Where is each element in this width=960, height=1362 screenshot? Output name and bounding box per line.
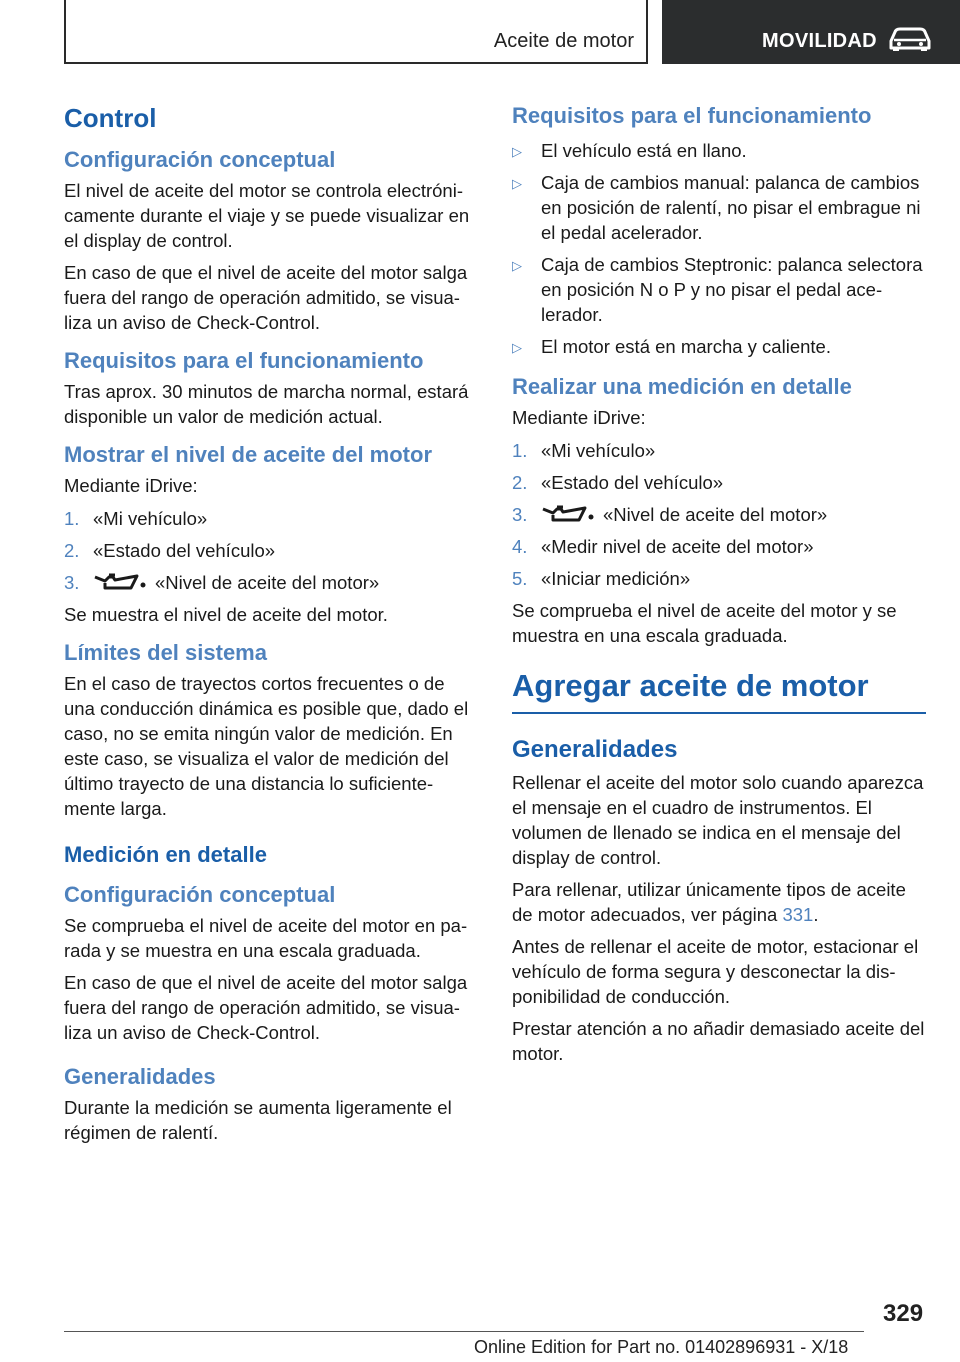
triangle-bullet-icon: ▷ <box>512 144 522 159</box>
list-item <box>512 170 926 245</box>
left-column <box>64 96 478 1152</box>
right-column <box>512 96 926 1073</box>
car-icon <box>887 26 933 52</box>
paragraph: En caso de que el nivel de aceite del motor salga fuera del rango de operación admitido, se visualiza un aviso de Check-Control. <box>64 262 468 333</box>
list-item <box>512 534 926 559</box>
step-text: «Medir nivel de aceite del motor» <box>541 536 814 557</box>
footer-divider <box>64 1331 864 1332</box>
step-text: «Estado del vehículo» <box>541 472 724 493</box>
paragraph: Antes de rellenar el aceite de motor, estacionar el vehículo de forma segura y desconectar la disponibilidad de conducción. <box>512 936 919 1007</box>
paragraph: Se muestra el nivel de aceite del motor. <box>64 604 388 625</box>
list-item <box>64 506 478 531</box>
bullet-list <box>512 138 926 359</box>
page-number: 329 <box>883 1300 924 1327</box>
list-item <box>64 570 478 595</box>
step-text: «Nivel de aceite del motor» <box>603 504 828 525</box>
step-number: 1. <box>512 440 528 461</box>
heading-control: Control <box>64 103 157 133</box>
paragraph: Rellenar el aceite del motor solo cuando aparezca el mensaje en el cuadro de instrumentos. El volumen de llenado se indica en el mensaje del display de control. <box>512 772 924 868</box>
heading-config-2: Configuración conceptual <box>64 882 336 907</box>
step-list <box>64 506 478 595</box>
chapter-title: Aceite de motor <box>493 30 634 52</box>
paragraph-text: Para rellenar, utilizar únicamente tipos de aceite de motor adecuados, ver página <box>512 879 906 925</box>
paragraph: En el caso de trayectos cortos frecuentes o de una conducción dinámica es posible que, dado el caso, no se emita ningún valor de medición. En este caso, se visualiza el valor de medición del último trayecto de una distancia lo suficientemente larga. <box>64 673 469 819</box>
step-text: «Mi vehículo» <box>93 508 208 529</box>
list-item <box>512 252 926 327</box>
heading-add-engine-oil: Agregar aceite de motor <box>512 666 926 714</box>
step-number: 2. <box>64 540 80 561</box>
paragraph <box>512 877 926 927</box>
paragraph: El nivel de aceite del motor se controla electrónicamente durante el viaje y se puede visualizar en el display de control. <box>64 180 470 251</box>
page-link[interactable]: 331 <box>782 904 814 925</box>
edition-text: Online Edition for Part no. 01402896931 - X/18 <box>474 1337 849 1357</box>
paragraph: En caso de que el nivel de aceite del motor salga fuera del rango de operación admitido, se visualiza un aviso de Check-Control. <box>64 972 468 1043</box>
paragraph-text: . <box>813 904 819 925</box>
list-item <box>512 438 926 463</box>
heading-system-limits: Límites del sistema <box>64 640 267 665</box>
list-item <box>512 566 926 591</box>
list-item <box>512 502 926 527</box>
step-text: «Estado del vehículo» <box>93 540 276 561</box>
step-number: 3. <box>512 504 528 525</box>
paragraph: Se comprueba el nivel de aceite del motor en parada y se muestra en una escala graduada. <box>64 915 468 961</box>
heading-config-1: Configuración conceptual <box>64 147 336 172</box>
step-number: 1. <box>64 508 80 529</box>
heading-general-right: Generalidades <box>512 736 678 763</box>
step-text: «Mi vehículo» <box>541 440 656 461</box>
heading-requirements-right: Requisitos para el funcionamiento <box>512 103 872 128</box>
step-text: «Nivel de aceite del motor» <box>155 572 380 593</box>
oil-can-icon <box>541 504 595 524</box>
list-item <box>512 334 926 359</box>
bullet-text: El motor está en marcha y caliente. <box>541 336 831 357</box>
section-label: MOVILIDAD <box>762 30 877 52</box>
heading-detailed-measurement: Medición en detalle <box>64 842 267 867</box>
oil-can-icon <box>93 572 147 592</box>
paragraph: Durante la medición se aumenta ligeramente el régimen de ralentí. <box>64 1097 452 1143</box>
section-tab[interactable] <box>662 0 960 64</box>
step-list <box>512 438 926 591</box>
list-item <box>64 538 478 563</box>
paragraph: Tras aprox. 30 minutos de marcha normal, estará disponible un valor de medición actual. <box>64 381 469 427</box>
triangle-bullet-icon: ▷ <box>512 176 522 191</box>
heading-requirements: Requisitos para el funcionamiento <box>64 348 424 373</box>
list-item <box>512 138 926 163</box>
triangle-bullet-icon: ▷ <box>512 340 522 355</box>
paragraph: Mediante iDrive: <box>512 407 646 428</box>
paragraph: Se comprueba el nivel de aceite del motor y se muestra en una escala graduada. <box>512 600 897 646</box>
heading-general: Generalidades <box>64 1064 216 1089</box>
bullet-text: Caja de cambios Steptronic: palanca selectora en posición N o P y no pisar el pedal acelerador. <box>541 254 923 325</box>
paragraph: Prestar atención a no añadir demasiado aceite del motor. <box>512 1018 925 1064</box>
step-number: 4. <box>512 536 528 557</box>
bullet-text: El vehículo está en llano. <box>541 140 747 161</box>
paragraph: Mediante iDrive: <box>64 475 198 496</box>
heading-perform-measurement: Realizar una medición en detalle <box>512 374 852 399</box>
step-number: 5. <box>512 568 528 589</box>
triangle-bullet-icon: ▷ <box>512 258 522 273</box>
step-text: «Iniciar medición» <box>541 568 691 589</box>
step-number: 3. <box>64 572 80 593</box>
header-frame <box>64 0 648 64</box>
step-number: 2. <box>512 472 528 493</box>
bullet-text: Caja de cambios manual: palanca de cambios en posición de ralentí, no pisar el embrague ni el pedal acelerador. <box>541 172 921 243</box>
heading-show-oil-level: Mostrar el nivel de aceite del motor <box>64 442 433 467</box>
list-item <box>512 470 926 495</box>
